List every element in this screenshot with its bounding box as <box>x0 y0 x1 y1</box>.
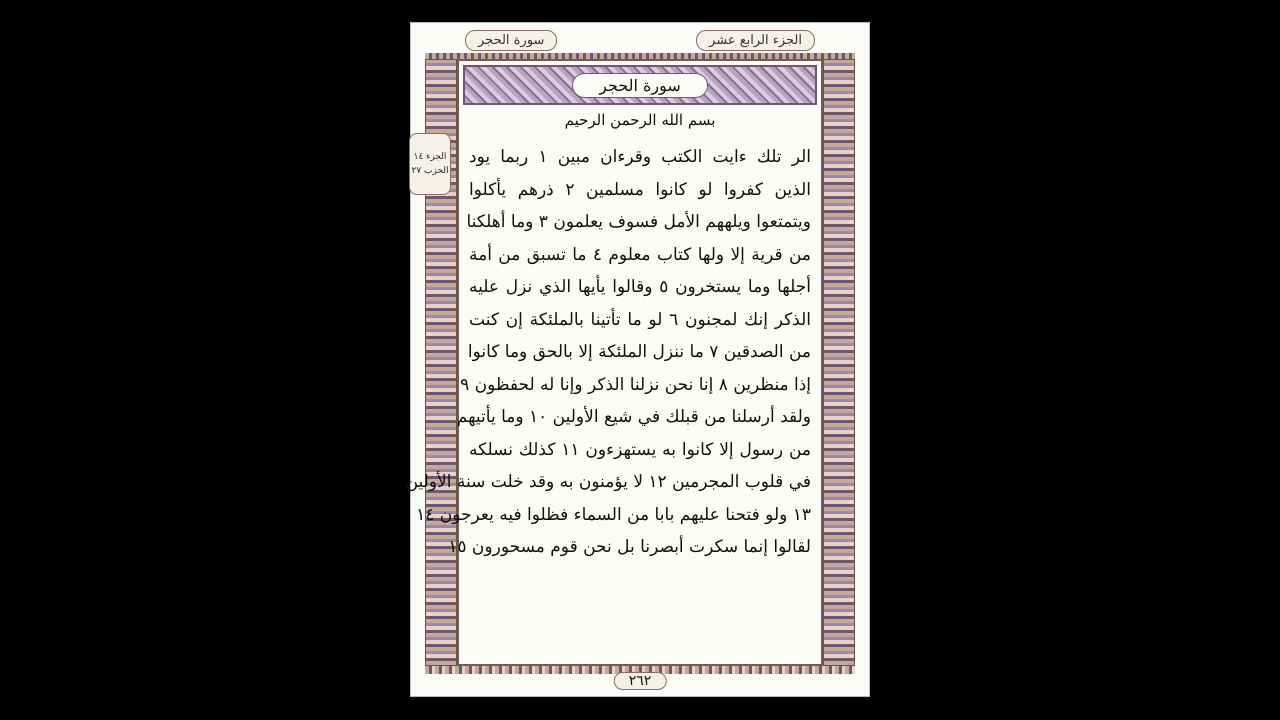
mushaf-page <box>405 22 870 697</box>
ayah-line: ١٣ ولو فتحنا عليهم بابا من السماء فظلوا فيه يعرجون ١٤ <box>416 504 811 525</box>
surah-title: سورة الحجر <box>572 73 708 98</box>
juz-header-label: الجزء الرابع عشر <box>696 30 815 51</box>
hizb-marker-line: الحزب ٢٧ <box>411 166 449 176</box>
ayah-line: من قرية إلا ولها كتاب معلوم ٤ ما تسبق من أمة <box>469 244 811 265</box>
right-ornament <box>823 59 855 666</box>
juz-hizb-marker <box>409 133 451 195</box>
surah-header-label: سورة الحجر <box>465 30 557 51</box>
ayah-line: إذا منظرين ٨ إنا نحن نزلنا الذكر وإنا له لحفظون ٩ <box>460 374 811 395</box>
ayah-line: الذكر إنك لمجنون ٦ لو ما تأتينا بالملئكة إن كنت <box>469 309 811 330</box>
ayah-line: في قلوب المجرمين ١٢ لا يؤمنون به وقد خلت سنة الأولين <box>405 472 811 492</box>
ayah-line: أجلها وما يستخرون ٥ وقالوا يأيها الذي نزل عليه <box>469 277 811 297</box>
ayah-line: من رسول إلا كانوا به يستهزءون ١١ كذلك نسلكه <box>469 439 811 460</box>
ayah-line: ويتمتعوا ويلههم الأمل فسوف يعلمون ٣ وما أهلكنا <box>466 212 811 232</box>
surah-banner <box>463 65 817 105</box>
ayah-line: ولقد أرسلنا من قبلك في شيع الأولين ١٠ وما يأتيهم <box>456 407 811 427</box>
ayah-line: الذين كفروا لو كانوا مسلمين ٢ ذرهم يأكلوا <box>469 179 811 200</box>
page-header <box>425 27 855 53</box>
page-number: ٢٦٢ <box>614 672 667 690</box>
ayah-line: الر تلك ءايت الكتب وقرءان مبين ١ ربما يود <box>469 147 812 167</box>
basmala: بسم الله الرحمن الرحيم <box>564 111 716 129</box>
ayah-line: لقالوا إنما سكرت أبصرنا بل نحن قوم مسحورون ١٥ <box>448 537 811 557</box>
juz-marker-line: الجزء ١٤ <box>413 152 447 162</box>
ayah-line: من الصدقين ٧ ما ننزل الملئكة إلا بالحق وما كانوا <box>467 342 811 362</box>
